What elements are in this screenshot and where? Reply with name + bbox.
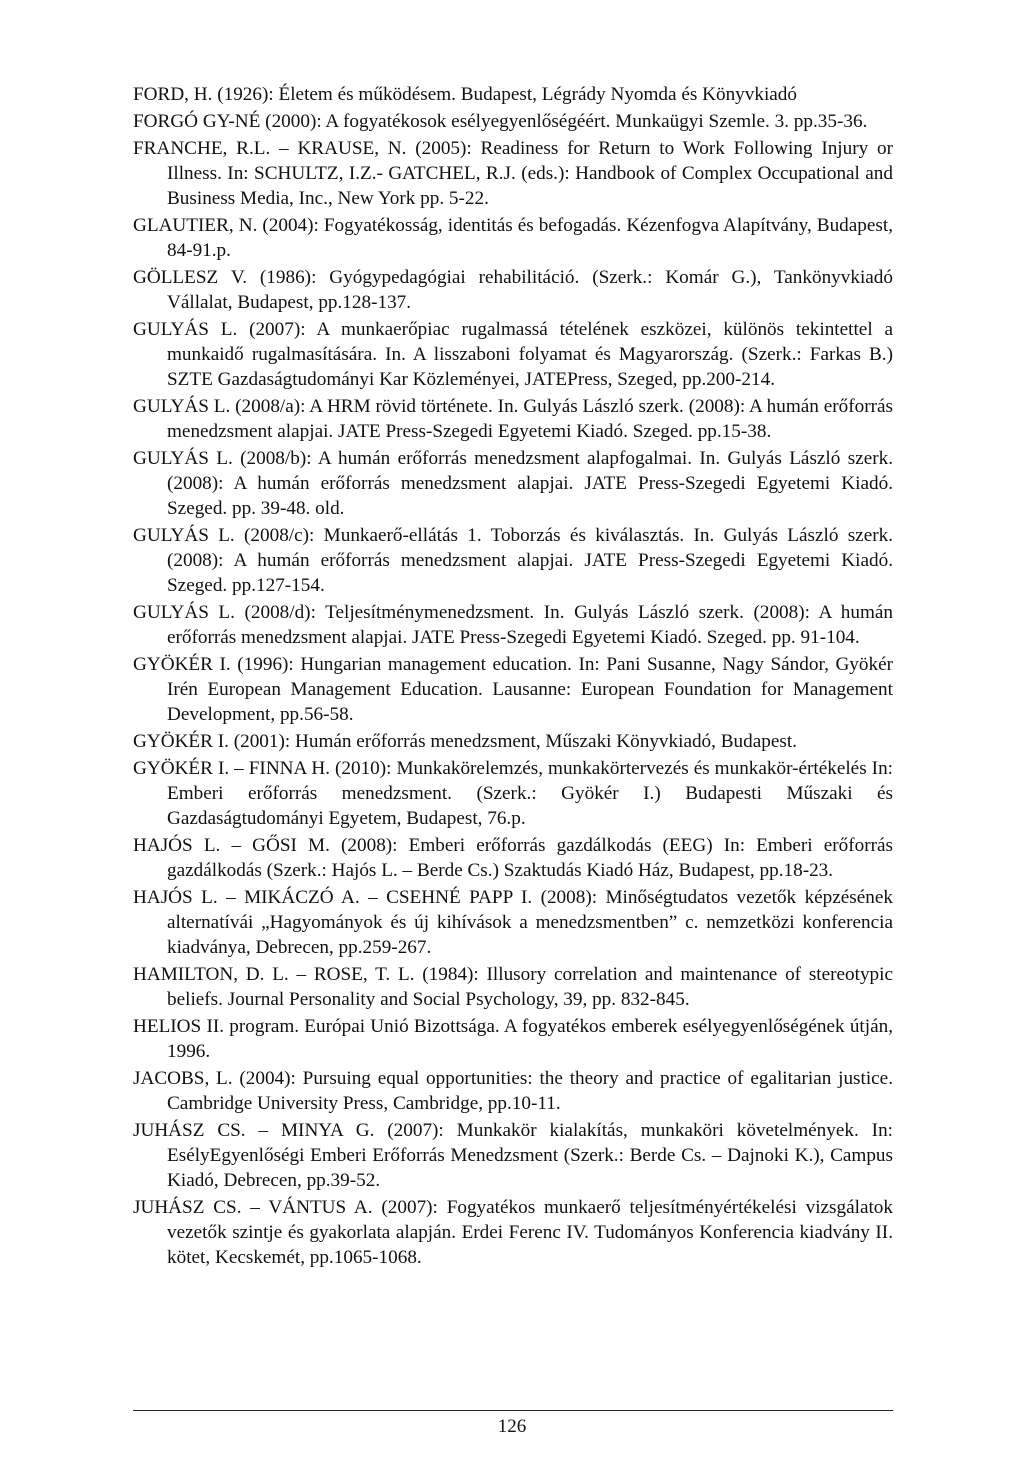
reference-entry: JUHÁSZ CS. – MINYA G. (2007): Munkakör kialakítás, munkaköri követelmények. In: EsélyEgyenlőségi Emberi Erőforrás Menedzsment (Szerk.: Berde Cs. – Dajnoki K.), Campus Kiadó, Debrecen, pp.39-52.: [133, 1120, 893, 1191]
reference-entry: HAJÓS L. – MIKÁCZÓ A. – CSEHNÉ PAPP I. (2008): Minőségtudatos vezetők képzésének alternatívái „Hagyományok és új kihívások a menedzsmentben” c. nemzetközi konferencia kiadványa, Debrecen, pp.259-267.: [133, 887, 893, 958]
reference-entry: HAJÓS L. – GŐSI M. (2008): Emberi erőforrás gazdálkodás (EEG) In: Emberi erőforrás gazdálkodás (Szerk.: Hajós L. – Berde Cs.) Szaktudás Kiadó Ház, Budapest, pp.18-23.: [133, 835, 893, 881]
reference-entry: FORGÓ GY-NÉ (2000): A fogyatékosok esélyegyenlőségéért. Munkaügyi Szemle. 3. pp.35-36.: [133, 111, 868, 132]
reference-entry: GULYÁS L. (2007): A munkaerőpiac rugalmassá tételének eszközei, különös tekintettel a munkaidő rugalmasítására. In. A lisszaboni folyamat és Magyarország. (Szerk.: Farkas B.) SZTE Gazdaságtudományi Kar Közleményei, JATEPress, Szeged, pp.200-214.: [133, 319, 893, 390]
footer-divider: [133, 1410, 893, 1411]
reference-entry: GYÖKÉR I. (1996): Hungarian management education. In: Pani Susanne, Nagy Sándor, Gyökér Irén European Management Education. Lausanne: European Foundation for Management Development, pp.56-58.: [133, 654, 893, 725]
reference-entry: GÖLLESZ V. (1986): Gyógypedagógiai rehabilitáció. (Szerk.: Komár G.), Tankönyvkiadó Vállalat, Budapest, pp.128-137.: [133, 267, 893, 313]
reference-entry: HAMILTON, D. L. – ROSE, T. L. (1984): Illusory correlation and maintenance of stereotypic beliefs. Journal Personality and Social Psychology, 39, pp. 832-845.: [133, 964, 893, 1010]
reference-entry: GLAUTIER, N. (2004): Fogyatékosság, identitás és befogadás. Kézenfogva Alapítvány, Budapest, 84-91.p.: [133, 215, 893, 261]
reference-entry: FRANCHE, R.L. – KRAUSE, N. (2005): Readiness for Return to Work Following Injury or Illness. In: SCHULTZ, I.Z.- GATCHEL, R.J. (eds.): Handbook of Complex Occupational and Business Media, Inc., New York pp. 5-22.: [133, 138, 893, 209]
reference-entry: JACOBS, L. (2004): Pursuing equal opportunities: the theory and practice of egalitarian justice. Cambridge University Press, Cambridge, pp.10-11.: [133, 1068, 893, 1114]
reference-entry: GYÖKÉR I. (2001): Humán erőforrás menedzsment, Műszaki Könyvkiadó, Budapest.: [133, 731, 797, 752]
reference-entry: FORD, H. (1926): Életem és működésem. Budapest, Légrády Nyomda és Könyvkiadó: [133, 84, 797, 105]
page-number: 126: [497, 1416, 527, 1437]
reference-entry: HELIOS II. program. Európai Unió Bizottsága. A fogyatékos emberek esélyegyenlőségének útján, 1996.: [133, 1016, 893, 1062]
reference-entry: GULYÁS L. (2008/d): Teljesítménymenedzsment. In. Gulyás László szerk. (2008): A humán erőforrás menedzsment alapjai. JATE Press-Szegedi Egyetemi Kiadó. Szeged. pp. 91-104.: [133, 602, 893, 648]
reference-entry: JUHÁSZ CS. – VÁNTUS A. (2007): Fogyatékos munkaerő teljesítményértékelési vizsgálatok vezetők szintje és gyakorlata alapján. Erdei Ferenc IV. Tudományos Konferencia kiadvány II. kötet, Kecskemét, pp.1065-1068.: [133, 1197, 893, 1268]
reference-entry: GULYÁS L. (2008/c): Munkaerő-ellátás 1. Toborzás és kiválasztás. In. Gulyás László szerk. (2008): A humán erőforrás menedzsment alapjai. JATE Press-Szegedi Egyetemi Kiadó. Szeged. pp.127-154.: [133, 525, 893, 596]
reference-entry: GULYÁS L. (2008/a): A HRM rövid története. In. Gulyás László szerk. (2008): A humán erőforrás menedzsment alapjai. JATE Press-Szegedi Egyetemi Kiadó. Szeged. pp.15-38.: [133, 396, 893, 442]
reference-entry: GYÖKÉR I. – FINNA H. (2010): Munkakörelemzés, munkakörtervezés és munkakör-értékelés In: Emberi erőforrás menedzsment. (Szerk.: Gyökér I.) Budapesti Műszaki és Gazdaságtudományi Egyetem, Budapest, 76.p.: [133, 758, 893, 829]
reference-list: [133, 82, 893, 1272]
reference-entry: GULYÁS L. (2008/b): A humán erőforrás menedzsment alapfogalmai. In. Gulyás László szerk. (2008): A humán erőforrás menedzsment alapjai. JATE Press-Szegedi Egyetemi Kiadó. Szeged. pp. 39-48. old.: [133, 448, 893, 519]
